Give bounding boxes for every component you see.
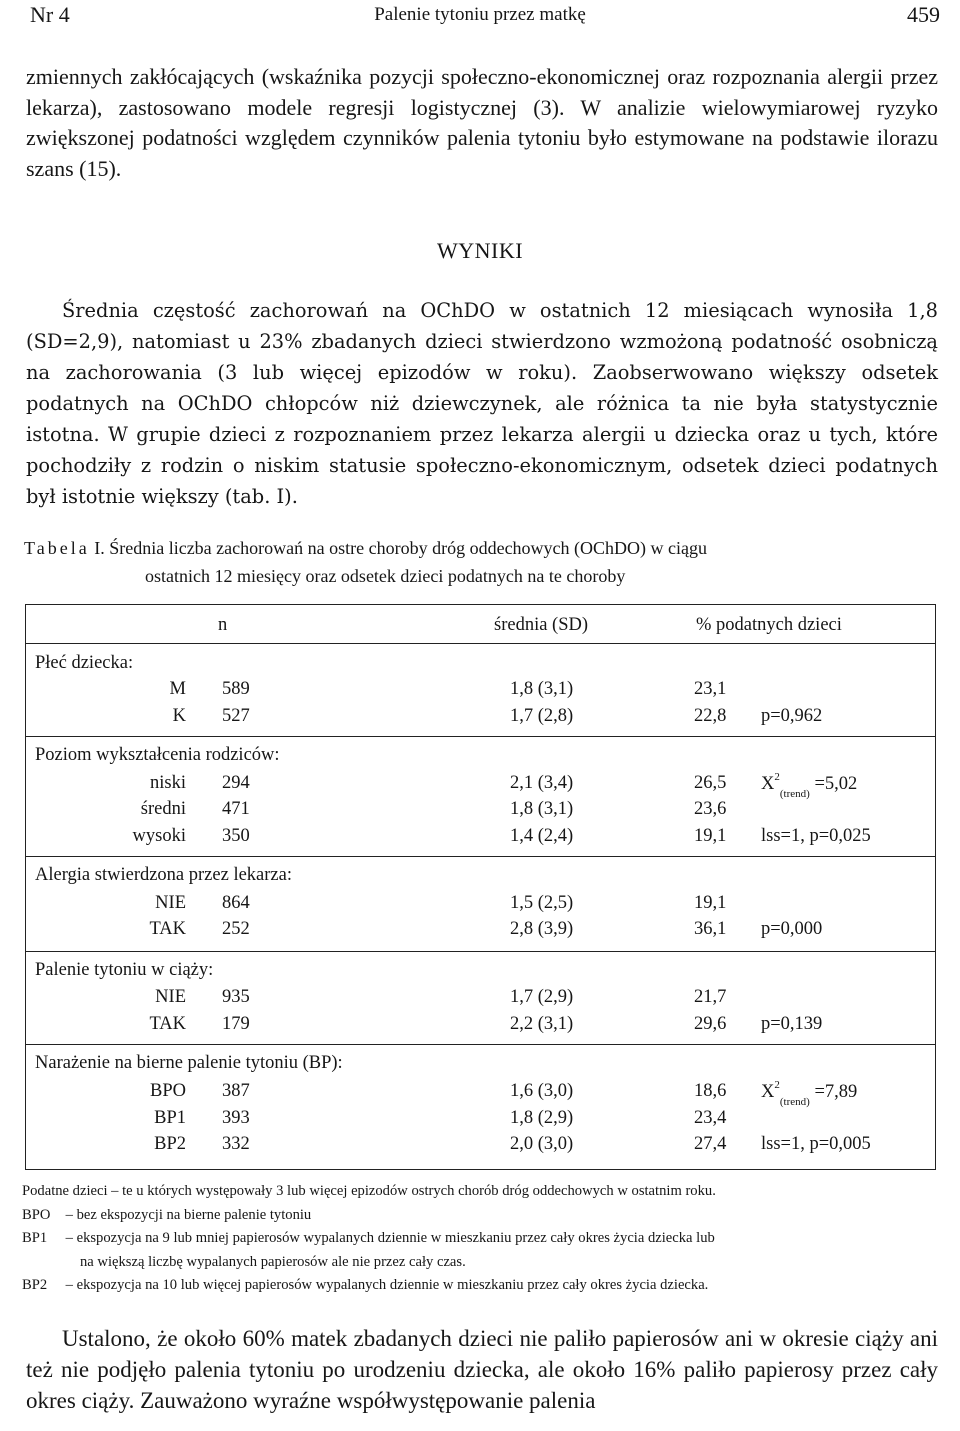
group-title: Palenie tytoniu w ciąży: [35,960,214,980]
row-mean: 1,6 (3,0) [510,1081,574,1101]
footnote [22,1204,940,1228]
row-n: 252 [222,919,250,939]
row-mean: 1,7 (2,8) [510,706,574,726]
page-number: 459 [907,2,940,27]
footnote-text: Podatne dzieci – te u których występowały 3 lub więcej epizodów ostrych chorób dróg oddechowych w ostatnim roku. [22,1183,716,1199]
row-stat: lss=1, p=0,005 [761,1134,871,1154]
row-n: 864 [222,893,250,913]
table-caption [24,534,939,590]
paragraph-results-text: Średnia częstość zachorowań na OChDO w ostatnich 12 miesiącach wynosiła 1,8 (SD=2,9), natomiast u 23% zbadanych dzieci stwierdzono wzmożoną podatność osobniczą na zachorowania (3 lub więcej epizodów w roku). Zaobserwowano większy odsetek podatnych na OChDO chłopców niż dziewczynek, ale różnica ta nie była statystycznie istotna. W grupie dzieci z rozpoznaniem przez lekarza alergii u dziecka oraz u tych, które pochodziły z rodzin o niskim statusie społeczno-ekonomicznym, odsetek dzieci podatnych był istotnie większy (tab. I). [26,299,938,508]
table-caption-label: Tabela [24,538,90,558]
table-rule [26,951,935,952]
row-mean: 2,1 (3,4) [510,773,574,793]
row-mean: 1,7 (2,9) [510,987,574,1007]
footnote [22,1227,940,1251]
group-title: Alergia stwierdzona przez lekarza: [35,865,292,885]
paragraph-continuation [26,1323,938,1416]
row-pct: 23,6 [694,799,727,819]
row-label: NIE [155,987,186,1007]
table-caption-number: I. [94,538,105,558]
footnote-text: – bez ekspozycji na bierne palenie tytoniu [65,1206,312,1223]
issue-number: Nr 4 [30,2,70,27]
row-n: 179 [222,1014,250,1034]
row-n: 393 [222,1108,250,1128]
row-n: 332 [222,1134,250,1154]
row-mean: 1,8 (3,1) [510,679,574,699]
footnote-key: BPO [22,1206,51,1223]
row-label: NIE [155,893,186,913]
row-label: TAK [149,919,186,939]
row-label: TAK [149,1014,186,1034]
row-n: 471 [222,799,250,819]
row-mean: 2,0 (3,0) [510,1134,574,1154]
row-label: K [172,706,186,726]
page-header [0,0,960,34]
row-mean: 1,8 (2,9) [510,1108,574,1128]
row-n: 387 [222,1081,250,1101]
row-mean: 1,5 (2,5) [510,893,574,913]
paragraph-results [26,295,938,512]
footnote-key: BP1 [22,1230,48,1246]
footnote [22,1180,940,1204]
row-n: 294 [222,773,250,793]
row-stat [761,771,858,800]
row-n: 589 [222,679,250,699]
row-label: BP1 [154,1108,186,1128]
stat-symbol: X [761,774,775,795]
table-rule [26,643,935,644]
stat-superscript: 2 [774,771,780,783]
row-stat: lss=1, p=0,025 [761,826,871,846]
row-label: M [169,679,186,699]
row-stat: p=0,139 [761,1014,823,1034]
table-rule [26,736,935,737]
stat-superscript: 2 [774,1079,780,1091]
stat-value: =7,89 [814,1082,858,1103]
column-header-pct: % podatnych dzieci [696,615,842,635]
row-mean: 2,8 (3,9) [510,919,574,939]
paragraph-continuation-text: Ustalono, że około 60% matek zbadanych dzieci nie paliło papierosów ani w okresie ciąży ani też nie podjęło palenia tytoniu po urodzeniu dziecka, ale około 16% paliło papierosy przez cały okres ciąży. Zauważono wyraźne współwystępowanie palenia [26,1326,938,1413]
row-pct: 21,7 [694,987,727,1007]
group-title: Poziom wykształcenia rodziców: [35,745,280,765]
stat-subscript: (trend) [779,787,810,800]
table-footnotes [22,1180,940,1298]
row-pct: 23,1 [694,679,727,699]
column-header-n: n [218,615,228,635]
row-mean: 1,4 (2,4) [510,826,574,846]
row-pct: 27,4 [694,1134,727,1154]
row-stat: p=0,000 [761,919,823,939]
row-pct: 18,6 [694,1081,727,1101]
footnote [22,1274,940,1298]
row-pct: 26,5 [694,773,727,793]
row-pct: 36,1 [694,919,727,939]
row-n: 935 [222,987,250,1007]
row-mean: 2,2 (3,1) [510,1014,574,1034]
column-header-mean: średnia (SD) [494,615,589,635]
row-pct: 22,8 [694,706,727,726]
row-n: 527 [222,706,250,726]
paragraph-methods-continued: zmiennych zakłócających (wskaźnika pozycji społeczno-ekonomicznej oraz rozpoznania alergii przez lekarza), zastosowano modele regresji logistycznej (3). W analizie wielowymiarowej ryzyko zwiększonej podatności względem czynników palenia tytoniu było estymowane na podstawie ilorazu szans (15). [26,64,938,181]
footnote-text: – ekspozycja na 10 lub więcej papierosów wypalanych dziennie w mieszkaniu przez cały okres życia dziecka. [65,1277,709,1293]
stat-subscript: (trend) [779,1095,810,1108]
row-stat [761,1079,858,1108]
section-heading: WYNIKI [436,238,524,263]
results-table [25,604,936,1170]
row-n: 350 [222,826,250,846]
table-rule [26,856,935,857]
row-pct: 29,6 [694,1014,727,1034]
row-mean: 1,8 (3,1) [510,799,574,819]
footnote [22,1251,940,1275]
row-pct: 19,1 [694,826,727,846]
row-stat: p=0,962 [761,706,823,726]
footnote-text: na większą liczbę wypalanych papierosów ale nie przez cały czas. [80,1253,466,1270]
stat-value: =5,02 [814,774,858,795]
row-pct: 23,4 [694,1108,727,1128]
row-label: BPO [150,1081,186,1101]
row-pct: 19,1 [694,893,727,913]
row-label: niski [150,773,186,793]
row-label: BP2 [154,1134,186,1154]
stat-symbol: X [761,1082,775,1103]
row-label: średni [140,799,186,819]
footnote-text: – ekspozycja na 9 lub mniej papierosów wypalanych dziennie w mieszkaniu przez cały okres życia dziecka lub [65,1230,715,1246]
table-caption-line1: Średnia liczba zachorowań na ostre choroby dróg oddechowych (OChDO) w ciągu [109,538,708,558]
row-label: wysoki [132,826,186,846]
running-title: Palenie tytoniu przez matkę [374,4,586,25]
footnote-key: BP2 [22,1277,48,1293]
table-caption-line2: ostatnich 12 miesięcy oraz odsetek dzieci podatnych na te choroby [145,566,626,586]
table-rule [26,1044,935,1045]
group-title: Narażenie na bierne palenie tytoniu (BP): [35,1053,343,1073]
group-title: Płeć dziecka: [35,653,134,673]
